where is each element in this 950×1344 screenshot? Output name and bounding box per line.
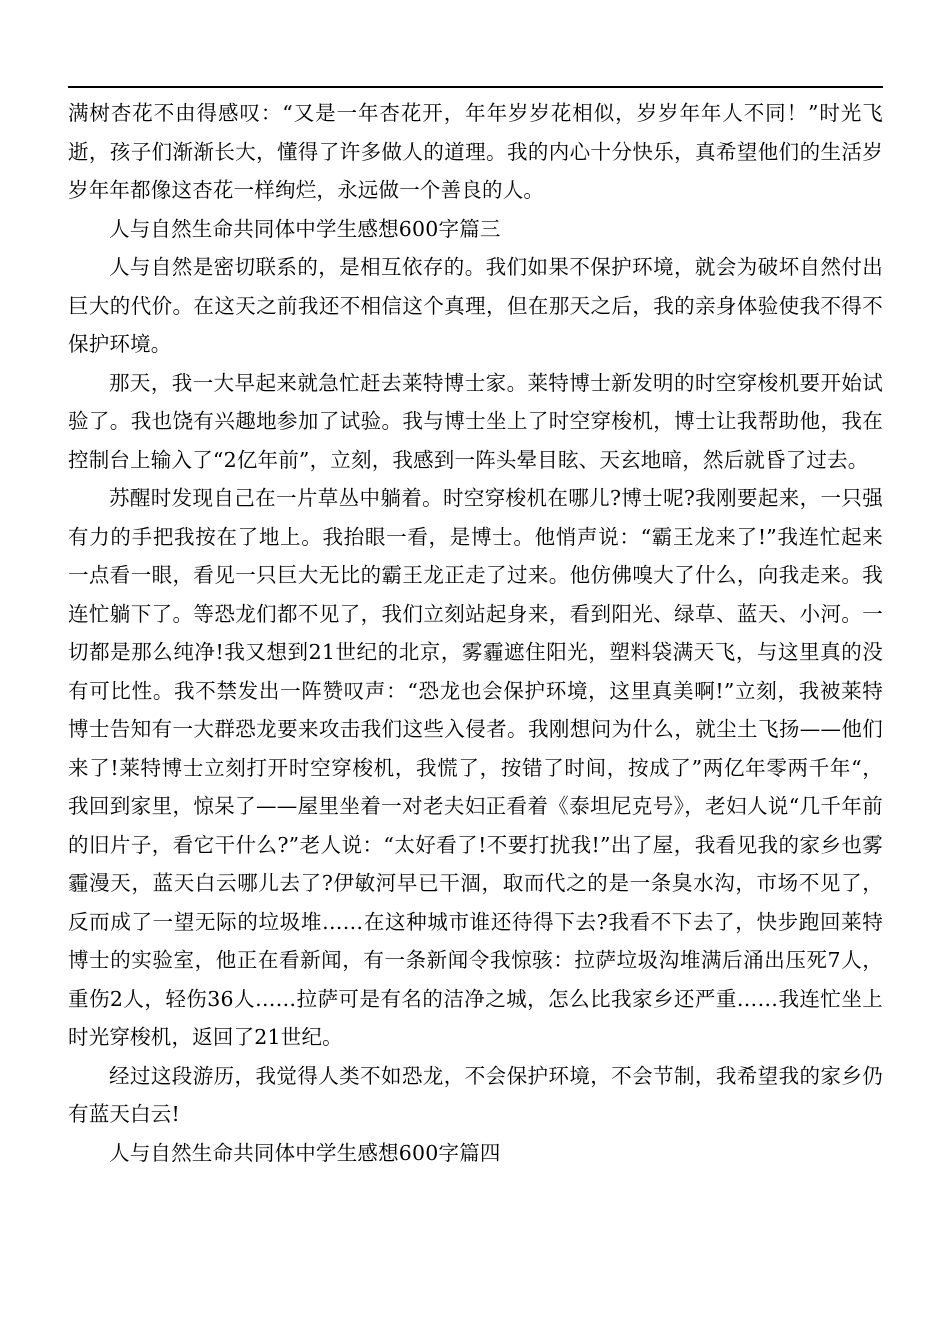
section-heading-part-three: 人与自然生命共同体中学生感想600字篇三 [109, 216, 501, 241]
header-rule [68, 86, 883, 88]
paragraph-time-machine: 那天，我一大早起来就急忙赶去莱特博士家。莱特博士新发明的时空穿梭机要开始试验了。我也饶有兴趣地参加了试验。我与博士坐上了时空穿梭机，博士让我帮助他，我在控制台上输入了“2亿年前”，立刻，我感到一阵头晕目眩、天玄地暗，然后就昏了过去。 [68, 370, 883, 472]
section-heading-part-four: 人与自然生命共同体中学生感想600字篇四 [109, 1140, 501, 1165]
paragraph-continuation: 满树杏花不由得感叹：“又是一年杏花开，年年岁岁花相似，岁岁年年人不同！”时光飞逝，孩子们渐渐长大，懂得了许多做人的道理。我的内心十分快乐，真希望他们的生活岁岁年年都像这杏花一样绚烂，永远做一个善良的人。 [68, 101, 883, 202]
paragraph-conclusion: 经过这段游历，我觉得人类不如恐龙，不会保护环境，不会节制，我希望我的家乡仍有蓝天白云! [68, 1063, 883, 1126]
paragraph-intro: 人与自然是密切联系的，是相互依存的。我们如果不保护环境，就会为破坏自然付出巨大的代价。在这天之前我还不相信这个真理，但在那天之后，我的亲身体验使我不得不保护环境。 [68, 255, 883, 356]
document-body [68, 94, 883, 1172]
paragraph-journey: 苏醒时发现自己在一片草丛中躺着。时空穿梭机在哪儿?博士呢?我刚要起来，一只强有力的手把我按在了地上。我抬眼一看，是博士。他悄声说：“霸王龙来了!”我连忙起来一点看一眼，看见一只巨大无比的霸王龙正走了过来。他仿佛嗅大了什么，向我走来。我连忙躺下了。等恐龙们都不见了，我们立刻站起身来，看到阳光、绿草、蓝天、小河。一切都是那么纯净!我又想到21世纪的北京，雾霾遮住阳光，塑料袋满天飞，与这里真的没有可比性。我不禁发出一阵赞叹声：“恐龙也会保护环境，这里真美啊!”立刻，我被莱特博士告知有一大群恐龙要来攻击我们这些入侵者。我刚想问为什么，就尘土飞扬——他们来了!莱特博士立刻打开时空穿梭机，我慌了，按错了时间，按成了”两亿年零两千年“，我回到家里，惊呆了——屋里坐着一对老夫妇正看着《泰坦尼克号》，老妇人说“几千年前的旧片子，看它干什么?”老人说：“太好看了!不要打扰我!”出了屋，我看见我的家乡也雾霾漫天，蓝天白云哪儿去了?伊敏河早已干涸，取而代之的是一条臭水沟，市场不见了，反而成了一望无际的垃圾堆……在这种城市谁还待得下去?我看不下去了，快步跑回莱特博士的实验室，他正在看新闻，有一条新闻令我惊骇：拉萨垃圾沟堆满后涌出压死7人，重伤2人，轻伤36人……拉萨可是有名的洁净之城，怎么比我家乡还严重……我连忙坐上时光穿梭机，返回了21世纪。 [68, 486, 883, 1049]
